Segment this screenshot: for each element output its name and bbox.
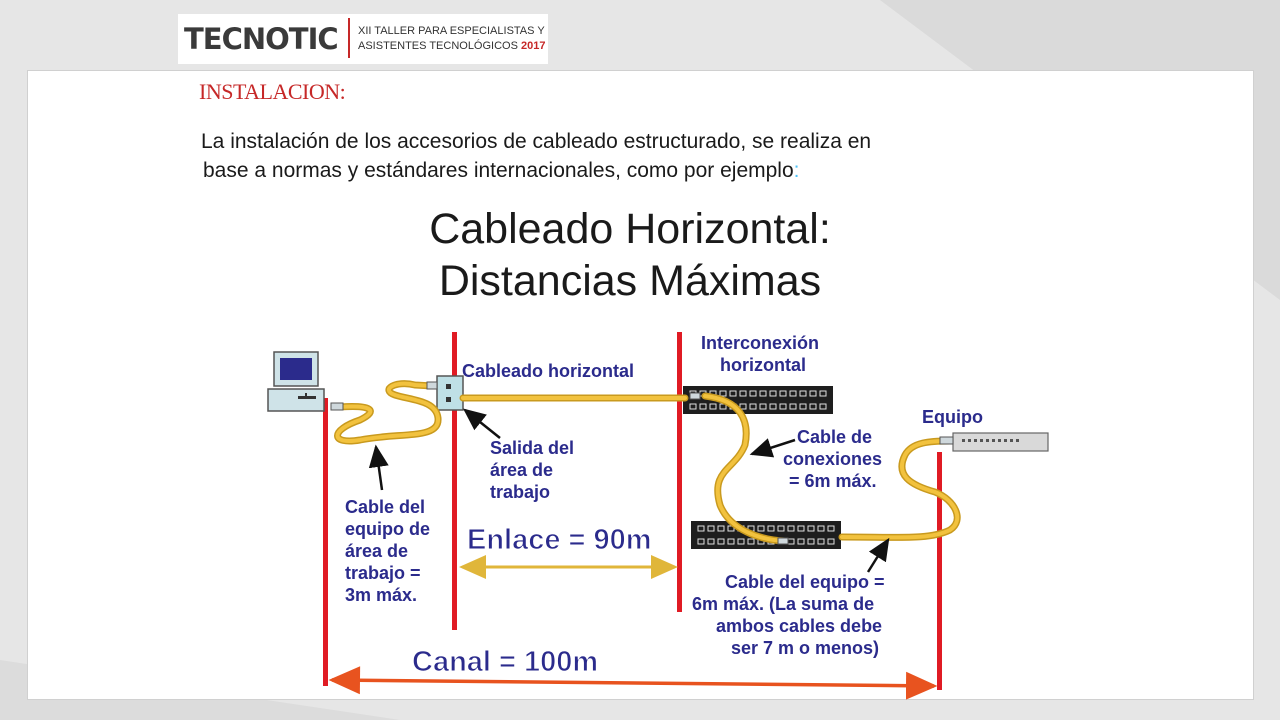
label-link-distance: Enlace = 90m: [467, 524, 652, 556]
wall-outlet-icon: [437, 376, 463, 410]
connector-computer: [331, 403, 343, 410]
label-equipment: Equipo: [922, 407, 983, 427]
connector-panel-bottom: [778, 538, 788, 544]
label-horizontal-cabling: Cableado horizontal: [462, 361, 635, 381]
logo-wordmark: TECNOTIC: [184, 22, 338, 56]
label-equip-cable-line3: ambos cables debe: [716, 616, 883, 636]
patch-panel-bottom: [691, 521, 841, 549]
section-title: INSTALACION:: [199, 79, 346, 104]
intro-line2: base a normas y estándares internacionales, como por ejemplo:: [203, 159, 800, 182]
event-year: 2017: [521, 40, 546, 52]
label-equip-cable-line1: Cable del equipo =: [725, 572, 885, 592]
network-equipment-icon: [953, 433, 1048, 451]
label-outlet-line3: trabajo: [490, 482, 551, 502]
patch-panel-top: [683, 386, 833, 414]
diagram-title-line1: Cableado Horizontal:: [429, 205, 831, 253]
label-equip-cable-line2: 6m máx. (La suma de: [692, 594, 875, 614]
label-work-cable-line3: área de: [345, 541, 409, 561]
connector-panel-top: [690, 393, 700, 399]
label-work-cable-line2: equipo de: [345, 519, 430, 539]
event-subtitle-line1: XII TALLER PARA ESPECIALISTAS Y: [358, 25, 545, 37]
boundary-line-workstation: [323, 398, 328, 686]
label-equip-cable-line4: ser 7 m o menos): [731, 638, 880, 658]
label-outlet-line1: Salida del: [490, 438, 575, 458]
label-work-cable-line1: Cable del: [345, 497, 426, 517]
connector-outlet: [427, 382, 437, 389]
label-patch-line1: Cable de: [797, 427, 873, 447]
computer-icon: [268, 352, 324, 411]
pointer-work-cable: [376, 447, 382, 490]
label-patch-line2: conexiones: [783, 449, 883, 469]
label-channel-distance: Canal = 100m: [412, 646, 599, 678]
boundary-line-equipment: [937, 452, 942, 690]
event-subtitle-line2: ASISTENTES TECNOLÓGICOS 2017: [358, 40, 546, 52]
connector-equipment: [940, 437, 953, 444]
label-patch-line3: = 6m máx.: [789, 471, 877, 491]
boundary-line-interconnect: [677, 332, 682, 612]
pointer-equipment-cable: [868, 540, 888, 572]
label-outlet-line2: área de: [490, 460, 554, 480]
label-interconnect-line1: Interconexión: [701, 333, 820, 353]
pointer-outlet: [465, 410, 500, 438]
label-work-cable-line5: 3m máx.: [345, 585, 418, 605]
diagram-title-line2: Distancias Máximas: [438, 257, 822, 305]
label-work-cable-line4: trabajo =: [345, 563, 421, 583]
label-interconnect-line2: horizontal: [720, 355, 806, 375]
intro-line1: La instalación de los accesorios de cableado estructurado, se realiza en: [201, 130, 872, 153]
channel-dimension-arrow: [332, 680, 934, 686]
